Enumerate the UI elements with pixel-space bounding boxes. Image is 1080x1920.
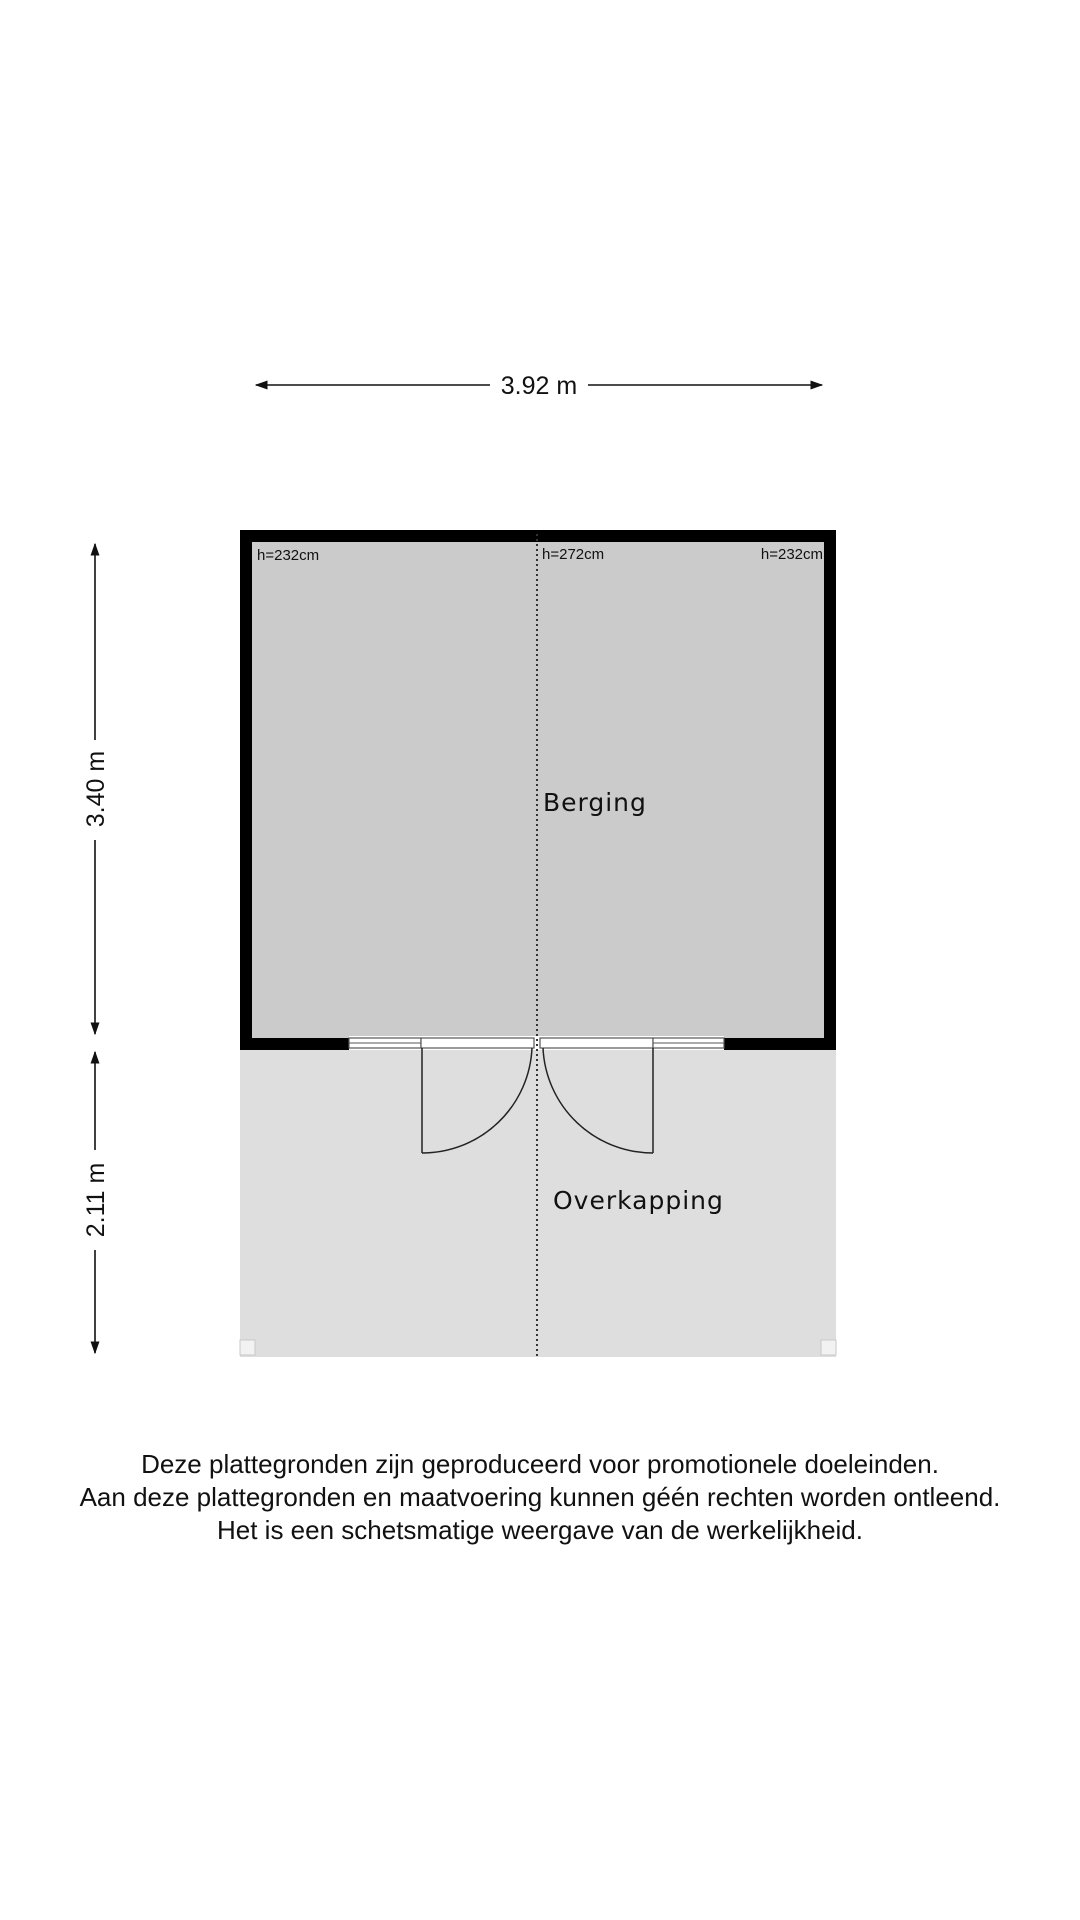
dimension-label-width: 3.92 m	[500, 372, 578, 400]
door-frame-right	[540, 1038, 653, 1048]
disclaimer-line-2: Aan deze plattegronden en maatvoering kunnen géén rechten worden ontleend.	[79, 1482, 1001, 1512]
disclaimer-line-3: Het is een schetsmatige weergave van de werkelijkheid.	[216, 1515, 863, 1545]
dimension-label-berging: 3.40 m	[82, 750, 110, 828]
height-label-center: h=272cm	[542, 546, 605, 563]
disclaimer	[0, 1448, 1080, 1547]
disclaimer-line-1: Deze plattegronden zijn geproduceerd voor promotionele doeleinden.	[141, 1449, 939, 1479]
corner-post-right	[821, 1340, 836, 1355]
height-label-right: h=232cm	[760, 546, 823, 563]
dimension-label-overkapping: 2.11 m	[82, 1162, 110, 1238]
room-label-berging: Berging	[543, 788, 647, 817]
door-frame-left	[421, 1038, 534, 1048]
corner-post-left	[240, 1340, 255, 1355]
height-label-left: h=232cm	[257, 547, 320, 564]
room-label-overkapping: Overkapping	[553, 1186, 724, 1215]
